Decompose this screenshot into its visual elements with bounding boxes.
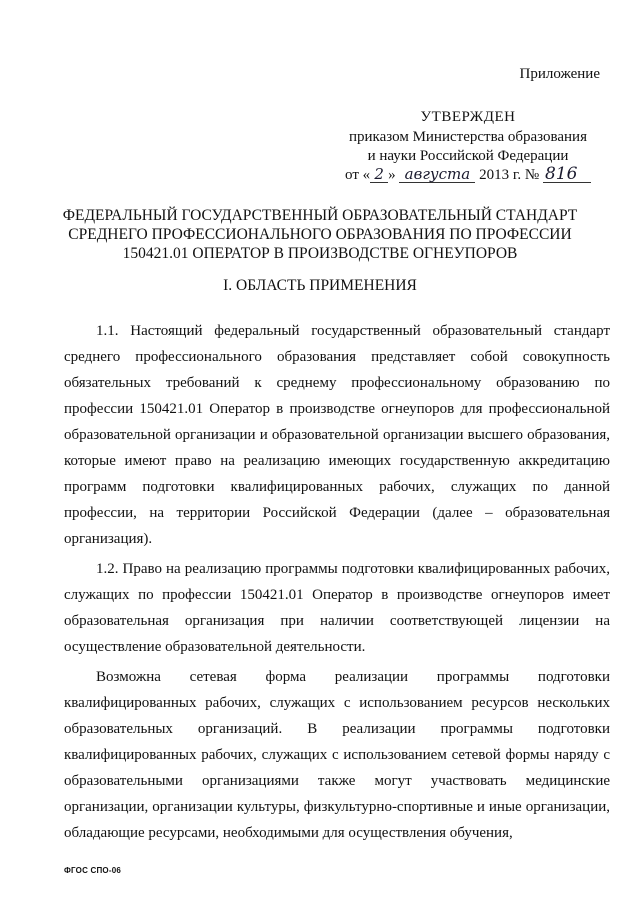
standard-title bbox=[40, 206, 600, 263]
paragraph-1-2: 1.2. Право на реализацию программы подготовки квалифицированных рабочих, служащих по профессии 150421.01 Оператор в производстве огнеупоров имеет образовательная организация при наличии соответствующей лицензии на осуществление образовательной деятельности. bbox=[64, 561, 610, 655]
standard-title-line-3: 150421.01 ОПЕРАТОР В ПРОИЗВОДСТВЕ ОГНЕУПОРОВ bbox=[122, 245, 518, 262]
standard-title-line-2: СРЕДНЕГО ПРОФЕССИОНАЛЬНОГО ОБРАЗОВАНИЯ ПО ПРОФЕССИИ bbox=[68, 226, 572, 243]
handwritten-day: 2 bbox=[370, 167, 388, 183]
approved-heading: УТВЕРЖДЕН bbox=[420, 109, 516, 125]
standard-title-line-1: ФЕДЕРАЛЬНЫЙ ГОСУДАРСТВЕННЫЙ ОБРАЗОВАТЕЛЬНЫЙ СТАНДАРТ bbox=[62, 207, 578, 224]
approval-block bbox=[318, 108, 618, 185]
section-heading: I. ОБЛАСТЬ ПРИМЕНЕНИЯ bbox=[223, 277, 417, 294]
handwritten-order-number: 816 bbox=[543, 167, 591, 183]
approval-line-ministry: приказом Министерства образования bbox=[349, 129, 587, 145]
date-prefix: от « bbox=[345, 167, 371, 183]
approval-line-federation: и науки Российской Федерации bbox=[367, 148, 569, 164]
footer-code: ФГОС СПО-06 bbox=[64, 866, 121, 875]
paragraph-1-1: 1.1. Настоящий федеральный государственный образовательный стандарт среднего профессионального образования представляет собой совокупность обязательных требований к среднему профессиональному образованию по профессии 150421.01 Оператор в производстве огнеупоров для профессиональной образовательной организации и образовательной организации высшего образования, которые имеют право на реализацию имеющих государственную аккредитацию программ подготовки квалифицированных рабочих, служащих по данной профессии, на территории Российской Федерации (далее – образовательная организация). bbox=[64, 323, 610, 547]
handwritten-month: августа bbox=[399, 167, 475, 183]
approval-date-line bbox=[318, 166, 618, 185]
body-text bbox=[64, 318, 610, 850]
paragraph-network-form: Возможна сетевая форма реализации программы подготовки квалифицированных рабочих, служащих с использованием ресурсов нескольких образовательных организаций. В реализации программы подготовки квалифицированных рабочих, служащих с использованием сетевой формы наряду с образовательными организациями также могут участвовать медицинские организации, организации культуры, физкультурно-спортивные и иные организации, обладающие ресурсами, необходимыми для осуществления обучения, bbox=[64, 669, 610, 841]
date-year: 2013 г. № bbox=[479, 167, 540, 183]
appendix-label: Приложение bbox=[519, 66, 600, 82]
date-day-close: » bbox=[388, 167, 396, 183]
